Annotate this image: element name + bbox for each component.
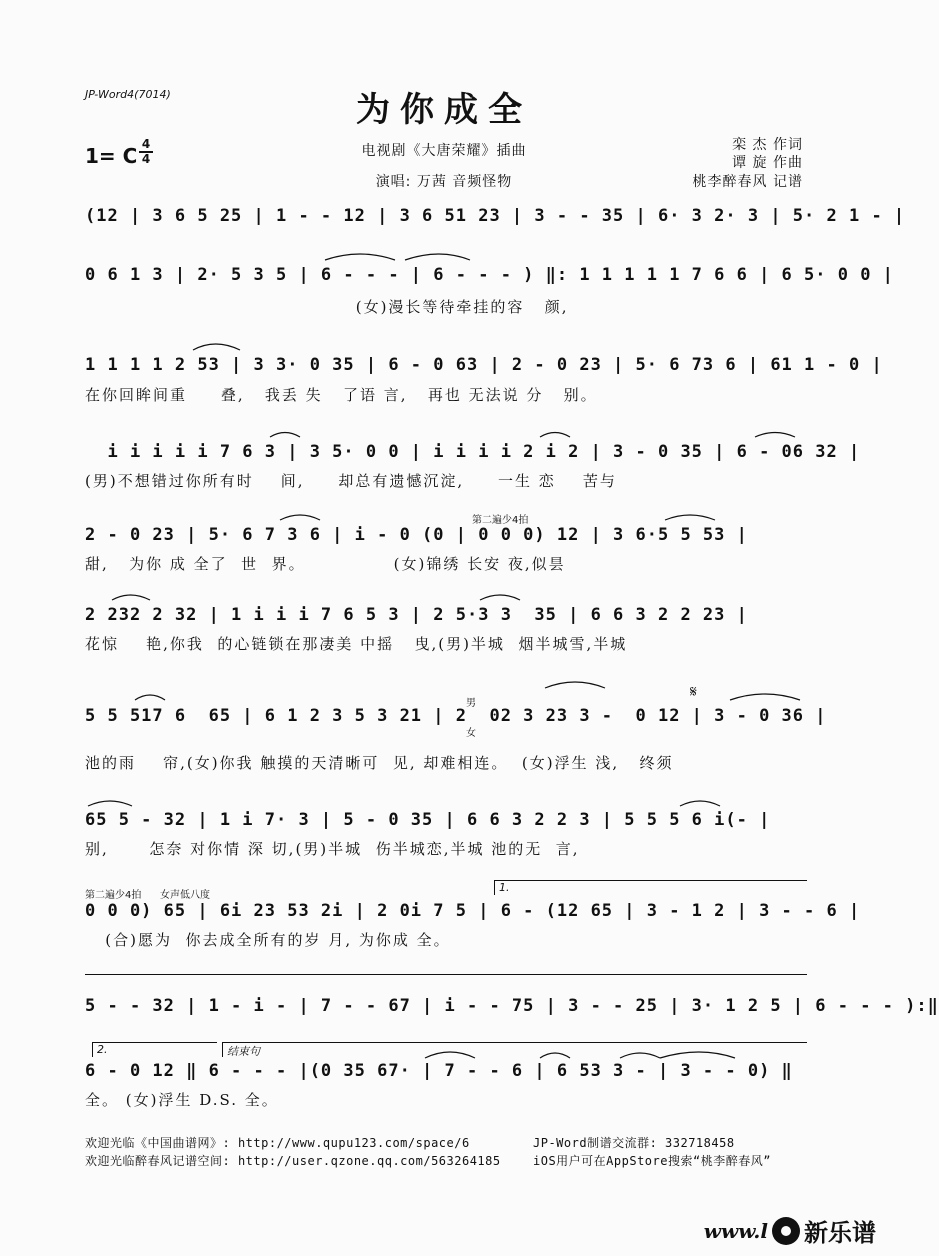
footer-ios-info: iOS用户可在AppStore搜索“桃李醉春风” — [533, 1154, 771, 1168]
score-notes-line-10: 5 - - 32 | 1 - i - | 7 - - 67 | i - - 75 | 3 - - 25 | 3· 1 2 5 | 6 - - - ):‖ — [85, 996, 939, 1016]
slur-arc — [193, 344, 240, 350]
slur-arc — [135, 695, 165, 700]
slur-arc — [680, 801, 720, 806]
volta-2-bracket — [92, 1042, 217, 1057]
score-notes-line-3: 1 1 1 1 2 53 | 3 3· 0 35 | 6 - 0 63 | 2 - 0 23 | 5· 6 73 6 | 61 1 - 0 | — [85, 355, 883, 375]
second-time-rest-mark-2: 第二遍少4拍 — [85, 890, 142, 901]
footer-group-info: JP-Word制谱交流群: 332718458 — [533, 1136, 735, 1150]
subtitle: 电视剧《大唐荣耀》插曲 — [361, 143, 527, 159]
time-sig-bottom: 4 — [141, 152, 151, 166]
score-notes-line-11: 6 - 0 12 ‖ 6 - - - |(0 35 67· | 7 - - 6 | 6 53 3 - | 3 - - 0) ‖ — [85, 1061, 793, 1081]
score-lyrics-line-4: (男)不想错过你所有时 间, 却总有遗憾沉淀, 一生 恋 苦与 — [85, 472, 617, 490]
slur-arc — [755, 433, 795, 438]
score-lyrics-line-5: 甜, 为你 成 全了 世 界。 (女)锦绣 长安 夜,似昙 — [85, 555, 566, 573]
coda-bracket — [222, 1042, 807, 1057]
slur-arc — [405, 254, 470, 260]
singer-line: 演唱: 万茜 音频怪物 — [375, 174, 513, 190]
score-notes-line-2: 0 6 1 3 | 2· 5 3 5 | 6 - - - | 6 - - - ) ‖: 1 1 1 1 1 7 6 6 | 6 5· 0 0 | — [85, 265, 894, 285]
segno-icon: 𝄋 — [690, 682, 697, 701]
score-lyrics-line-9: (合)愿为 你去成全所有的岁 月, 为你成 全。 — [85, 931, 451, 949]
footer-link-2[interactable]: 欢迎光临醉春风记谱空间: http://user.qzone.qq.com/563264185 — [85, 1154, 501, 1168]
music-disc-icon — [772, 1217, 800, 1245]
slur-arc — [480, 595, 520, 600]
score-notes-line-7: 5 5 517 6 65 | 6 1 2 3 5 3 21 | 2 02 3 23 3 - 0 12 | 3 - 0 36 | — [85, 706, 827, 726]
slur-arc — [280, 515, 320, 520]
volta-1-label: 1. — [499, 881, 510, 894]
app-tag: JP-Word4(7014) — [85, 88, 171, 101]
slur-arc — [665, 515, 715, 520]
score-notes-line-8: 65 5 - 32 | 1 i 7· 3 | 5 - 0 35 | 6 6 3 2 2 3 | 5 5 5 6 i(- | — [85, 810, 771, 830]
footer-link-1[interactable]: 欢迎光临《中国曲谱网》: http://www.qupu123.com/space/6 — [85, 1136, 470, 1150]
second-time-rest-mark: 第二遍少4拍 — [472, 515, 529, 526]
credit-composer: 谭 旋 作曲 — [732, 155, 803, 171]
female-voice-mark: 女 — [466, 728, 476, 739]
score-notes-line-5: 2 - 0 23 | 5· 6 7 3 6 | i - 0 (0 | 0 0 0) 12 | 3 6·5 5 53 | — [85, 525, 748, 545]
key-signature: 1= C — [85, 144, 138, 168]
slur-arc — [270, 433, 300, 438]
score-notes-line-6: 2 232 2 32 | 1 i i i 7 6 5 3 | 2 5·3 3 35 | 6 6 3 2 2 23 | — [85, 605, 748, 625]
volta-1-continuation — [85, 974, 807, 975]
coda-label: 结束句 — [227, 1045, 260, 1058]
score-lyrics-line-11: 全。 (女)浮生 D.S. 全。 — [85, 1091, 279, 1109]
volta-2-label: 2. — [97, 1043, 108, 1056]
slur-arc — [730, 694, 800, 700]
site-watermark — [704, 1213, 876, 1248]
credit-lyricist: 栾 杰 作词 — [732, 137, 803, 153]
score-lyrics-line-2: (女)漫长等待牵挂的容 颜, — [85, 298, 569, 316]
female-low-octave-mark: 女声低八度 — [160, 890, 210, 901]
watermark-name: 新乐谱 — [804, 1219, 876, 1247]
score-lyrics-line-3: 在你回眸间重 叠, 我丢 失 了语 言, 再也 无法说 分 别。 — [85, 386, 598, 404]
score-lyrics-line-7: 池的雨 帘,(女)你我 触摸的天清晰可 见, 却难相连。 (女)浮生 浅, 终须 — [85, 754, 674, 772]
male-voice-mark: 男 — [466, 698, 476, 709]
score-notes-line-4: i i i i i 7 6 3 | 3 5· 0 0 | i i i i 2 i 2 | 3 - 0 35 | 6 - 06 32 | — [85, 442, 861, 462]
score-notes-line-1: (12 | 3 6 5 25 | 1 - - 12 | 3 6 51 23 | 3 - - 35 | 6· 3 2· 3 | 5· 2 1 - | — [85, 206, 906, 226]
credit-transcriber: 桃李醉春风 记谱 — [692, 174, 803, 190]
score-notes-line-9: 0 0 0) 65 | 6i 23 53 2i | 2 0i 7 5 | 6 - (12 65 | 3 - 1 2 | 3 - - 6 | — [85, 901, 861, 921]
score-lyrics-line-8: 别, 怎奈 对你情 深 切,(男)半城 伤半城恋,半城 池的无 言, — [85, 840, 580, 858]
slur-arc — [325, 254, 395, 260]
song-title: 为你成全 — [356, 90, 532, 130]
slur-arc — [112, 595, 150, 600]
slur-arc — [545, 682, 605, 688]
slur-arc — [88, 801, 132, 806]
slur-arc — [540, 433, 570, 438]
score-lyrics-line-6: 花惊 艳,你我 的心链锁在那凄美 中摇 曳,(男)半城 烟半城雪,半城 — [85, 635, 628, 653]
volta-1-bracket — [494, 880, 807, 895]
watermark-url: www.l — [703, 1218, 768, 1243]
time-sig-top: 4 — [141, 137, 151, 151]
